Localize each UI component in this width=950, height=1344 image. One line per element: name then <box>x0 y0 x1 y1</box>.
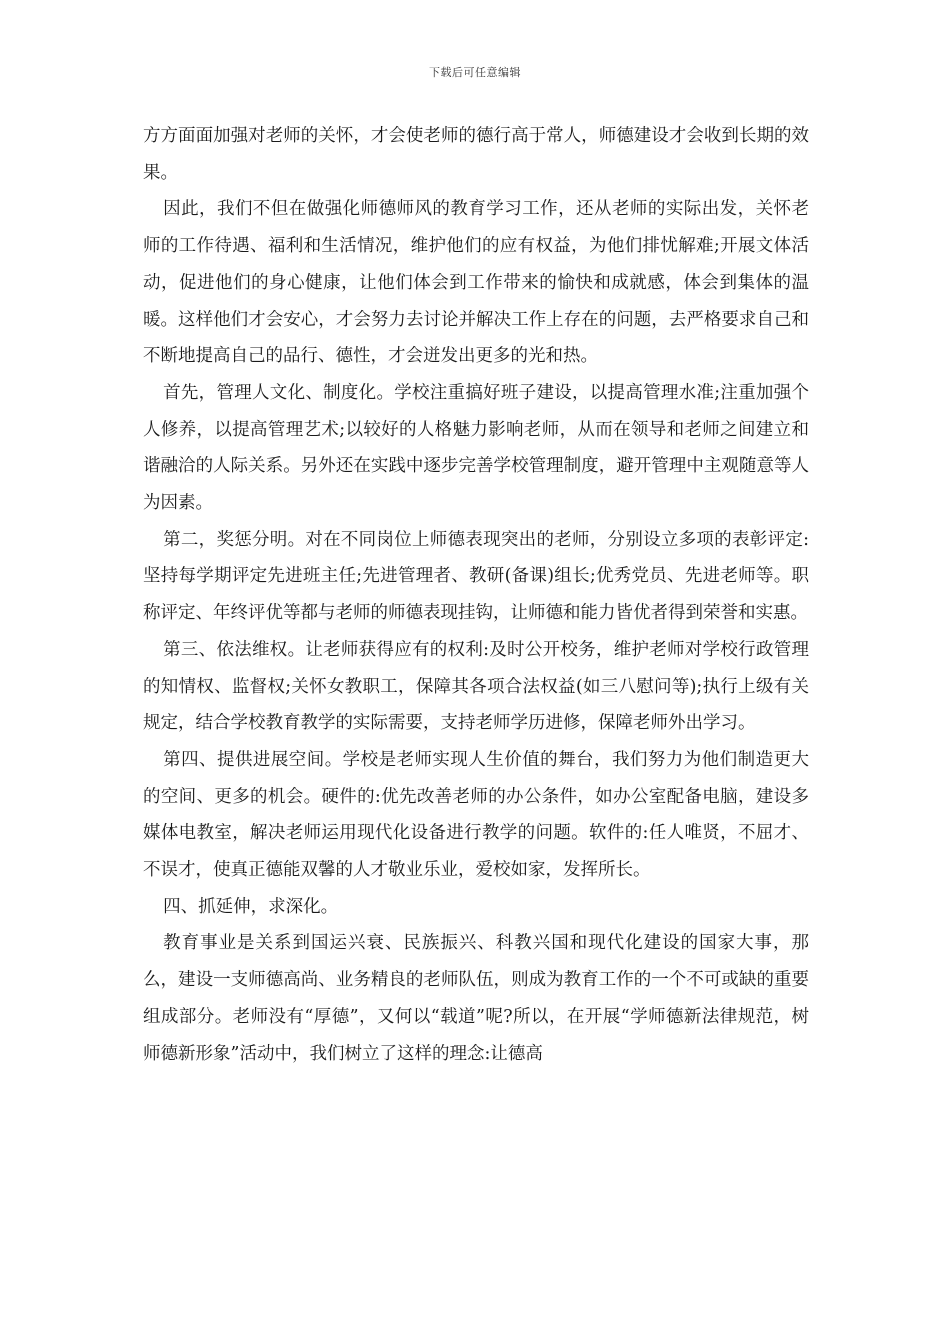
paragraph-6: 第四、提供进展空间。学校是老师实现人生价值的舞台，我们努力为他们制造更大的空间、更多的机会。硬件的:优先改善老师的办公条件，如办公室配备电脑，建设多媒体电教室，解决老师运用现代化设备进行教学的问题。软件的:任人唯贤，不屈才、不误才，使真正德能双馨的人才敬业乐业，爱校如家，发挥所长。 <box>143 749 809 881</box>
paragraph-1: 方方面面加强对老师的关怀，才会使老师的德行高于常人，师德建设才会收到长期的效果。 <box>143 126 809 183</box>
paragraph-3: 首先，管理人文化、制度化。学校注重搞好班子建设，以提高管理水准;注重加强个人修养，以提高管理艺术;以较好的人格魅力影响老师，从而在领导和老师之间建立和谐融洽的人际关系。另外还在实践中逐步完善学校管理制度，避开管理中主观随意等人为因素。 <box>143 382 809 514</box>
paragraph-5: 第三、依法维权。让老师获得应有的权利:及时公开校务，维护老师对学校行政管理的知情权、监督权;关怀女教职工，保障其各项合法权益(如三八慰问等);执行上级有关规定，结合学校教育教学的实际需要，支持老师学历进修，保障老师外出学习。 <box>143 639 809 734</box>
paragraph-8: 教育事业是关系到国运兴衰、民族振兴、科教兴国和现代化建设的国家大事，那么，建设一支师德高尚、业务精良的老师队伍，则成为教育工作的一个不可或缺的重要组成部分。老师没有“厚德”，又何以“载道”呢?所以，在开展“学师德新法律规范，树师德新形象”活动中，我们树立了这样的理念:让德高 <box>143 933 809 1064</box>
paragraph-2: 因此，我们不但在做强化师德师风的教育学习工作，还从老师的实际出发，关怀老师的工作待遇、福利和生活情况，维护他们的应有权益，为他们排忧解难;开展文体活动，促进他们的身心健康，让他们体会到工作带来的愉快和成就感，体会到集体的温暖。这样他们才会安心，才会努力去讨论并解决工作上存在的问题，去严格要求自己和不断地提高自己的品行、德性，才会迸发出更多的光和热。 <box>143 199 809 367</box>
document-body <box>143 118 809 1072</box>
section-heading: 四、抓延伸，求深化。 <box>163 896 339 917</box>
paragraph-4: 第二，奖惩分明。对在不同岗位上师德表现突出的老师，分别设立多项的表彰评定:坚持每学期评定先进班主任;先进管理者、教研(备课)组长;优秀党员、先进老师等。职称评定、年终评优等都与老师的师德表现挂钩，让师德和能力皆优者得到荣誉和实惠。 <box>143 529 809 624</box>
page-header: 下载后可任意编辑 <box>429 66 521 79</box>
